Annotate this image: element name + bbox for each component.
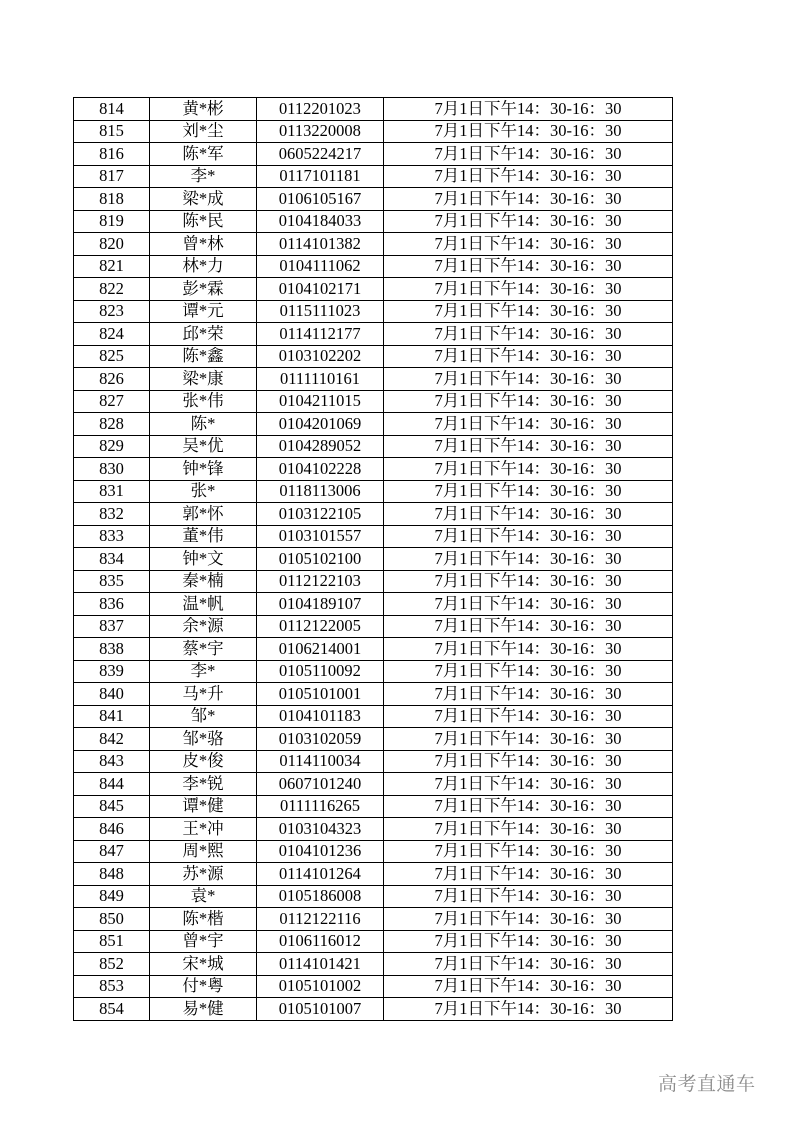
table-row <box>74 908 673 931</box>
exam-id-cell: 0114101264 <box>257 863 384 886</box>
row-number-cell: 852 <box>74 953 150 976</box>
exam-id-cell: 0112122005 <box>257 615 384 638</box>
name-cell: 李*锐 <box>150 773 257 796</box>
table-row <box>74 840 673 863</box>
name-cell: 董*伟 <box>150 525 257 548</box>
name-cell: 吴*优 <box>150 435 257 458</box>
row-number-cell: 817 <box>74 165 150 188</box>
name-cell: 袁* <box>150 885 257 908</box>
row-number-cell: 820 <box>74 233 150 256</box>
exam-time-cell: 7月1日下午14：30-16：30 <box>384 570 673 593</box>
row-number-cell: 845 <box>74 795 150 818</box>
name-cell: 梁*康 <box>150 368 257 391</box>
exam-time-cell: 7月1日下午14：30-16：30 <box>384 503 673 526</box>
table-row <box>74 998 673 1021</box>
row-number-cell: 830 <box>74 458 150 481</box>
name-cell: 周*熙 <box>150 840 257 863</box>
exam-time-cell: 7月1日下午14：30-16：30 <box>384 728 673 751</box>
name-cell: 陈* <box>150 413 257 436</box>
name-cell: 郭*怀 <box>150 503 257 526</box>
row-number-cell: 849 <box>74 885 150 908</box>
exam-id-cell: 0111116265 <box>257 795 384 818</box>
exam-time-cell: 7月1日下午14：30-16：30 <box>384 863 673 886</box>
name-cell: 付*粤 <box>150 975 257 998</box>
exam-id-cell: 0106105167 <box>257 188 384 211</box>
table-row <box>74 503 673 526</box>
table-row <box>74 368 673 391</box>
row-number-cell: 833 <box>74 525 150 548</box>
row-number-cell: 819 <box>74 210 150 233</box>
row-number-cell: 848 <box>74 863 150 886</box>
table-row <box>74 458 673 481</box>
name-cell: 宋*城 <box>150 953 257 976</box>
row-number-cell: 814 <box>74 98 150 121</box>
row-number-cell: 826 <box>74 368 150 391</box>
row-number-cell: 829 <box>74 435 150 458</box>
table-row <box>74 683 673 706</box>
row-number-cell: 827 <box>74 390 150 413</box>
row-number-cell: 836 <box>74 593 150 616</box>
row-number-cell: 825 <box>74 345 150 368</box>
exam-time-cell: 7月1日下午14：30-16：30 <box>384 188 673 211</box>
name-cell: 陈*民 <box>150 210 257 233</box>
table-row <box>74 188 673 211</box>
exam-time-cell: 7月1日下午14：30-16：30 <box>384 143 673 166</box>
exam-time-cell: 7月1日下午14：30-16：30 <box>384 908 673 931</box>
exam-id-cell: 0117101181 <box>257 165 384 188</box>
exam-time-cell: 7月1日下午14：30-16：30 <box>384 750 673 773</box>
table-row <box>74 638 673 661</box>
table-row <box>74 570 673 593</box>
exam-id-cell: 0106214001 <box>257 638 384 661</box>
table-row <box>74 323 673 346</box>
table-row <box>74 233 673 256</box>
exam-id-cell: 0118113006 <box>257 480 384 503</box>
row-number-cell: 815 <box>74 120 150 143</box>
exam-id-cell: 0106116012 <box>257 930 384 953</box>
name-cell: 钟*文 <box>150 548 257 571</box>
exam-id-cell: 0103122105 <box>257 503 384 526</box>
exam-time-cell: 7月1日下午14：30-16：30 <box>384 548 673 571</box>
exam-id-cell: 0103101557 <box>257 525 384 548</box>
name-cell: 钟*锋 <box>150 458 257 481</box>
table-row <box>74 390 673 413</box>
exam-id-cell: 0112122103 <box>257 570 384 593</box>
table-row <box>74 165 673 188</box>
table-row <box>74 885 673 908</box>
table-row <box>74 795 673 818</box>
name-cell: 林*力 <box>150 255 257 278</box>
exam-id-cell: 0114110034 <box>257 750 384 773</box>
table-row <box>74 750 673 773</box>
table-row <box>74 863 673 886</box>
schedule-table <box>73 97 673 1021</box>
row-number-cell: 837 <box>74 615 150 638</box>
row-number-cell: 843 <box>74 750 150 773</box>
table-row <box>74 773 673 796</box>
table-row <box>74 548 673 571</box>
row-number-cell: 838 <box>74 638 150 661</box>
table-row <box>74 120 673 143</box>
exam-id-cell: 0105101002 <box>257 975 384 998</box>
exam-id-cell: 0104102228 <box>257 458 384 481</box>
exam-id-cell: 0103104323 <box>257 818 384 841</box>
exam-id-cell: 0104211015 <box>257 390 384 413</box>
row-number-cell: 850 <box>74 908 150 931</box>
exam-time-cell: 7月1日下午14：30-16：30 <box>384 323 673 346</box>
row-number-cell: 854 <box>74 998 150 1021</box>
exam-time-cell: 7月1日下午14：30-16：30 <box>384 615 673 638</box>
exam-id-cell: 0105101007 <box>257 998 384 1021</box>
table-row <box>74 300 673 323</box>
exam-time-cell: 7月1日下午14：30-16：30 <box>384 773 673 796</box>
exam-time-cell: 7月1日下午14：30-16：30 <box>384 300 673 323</box>
exam-time-cell: 7月1日下午14：30-16：30 <box>384 683 673 706</box>
row-number-cell: 853 <box>74 975 150 998</box>
exam-time-cell: 7月1日下午14：30-16：30 <box>384 458 673 481</box>
exam-id-cell: 0104189107 <box>257 593 384 616</box>
exam-time-cell: 7月1日下午14：30-16：30 <box>384 435 673 458</box>
table-row <box>74 705 673 728</box>
watermark-text: 高考直通车 <box>658 1073 756 1095</box>
name-cell: 谭*元 <box>150 300 257 323</box>
row-number-cell: 816 <box>74 143 150 166</box>
row-number-cell: 839 <box>74 660 150 683</box>
table-row <box>74 818 673 841</box>
exam-time-cell: 7月1日下午14：30-16：30 <box>384 885 673 908</box>
table-row <box>74 435 673 458</box>
table-row <box>74 278 673 301</box>
exam-id-cell: 0105102100 <box>257 548 384 571</box>
exam-time-cell: 7月1日下午14：30-16：30 <box>384 998 673 1021</box>
table-row <box>74 593 673 616</box>
exam-id-cell: 0114101421 <box>257 953 384 976</box>
table-row <box>74 210 673 233</box>
exam-id-cell: 0104102171 <box>257 278 384 301</box>
exam-id-cell: 0105110092 <box>257 660 384 683</box>
table-row <box>74 98 673 121</box>
name-cell: 张* <box>150 480 257 503</box>
exam-time-cell: 7月1日下午14：30-16：30 <box>384 413 673 436</box>
exam-time-cell: 7月1日下午14：30-16：30 <box>384 660 673 683</box>
row-number-cell: 824 <box>74 323 150 346</box>
name-cell: 苏*源 <box>150 863 257 886</box>
row-number-cell: 840 <box>74 683 150 706</box>
row-number-cell: 823 <box>74 300 150 323</box>
name-cell: 蔡*宇 <box>150 638 257 661</box>
name-cell: 彭*霖 <box>150 278 257 301</box>
exam-time-cell: 7月1日下午14：30-16：30 <box>384 165 673 188</box>
name-cell: 余*源 <box>150 615 257 638</box>
exam-id-cell: 0112122116 <box>257 908 384 931</box>
row-number-cell: 847 <box>74 840 150 863</box>
table-row <box>74 480 673 503</box>
name-cell: 曾*宇 <box>150 930 257 953</box>
table-body <box>74 98 673 1021</box>
exam-id-cell: 0113220008 <box>257 120 384 143</box>
exam-time-cell: 7月1日下午14：30-16：30 <box>384 930 673 953</box>
name-cell: 刘*尘 <box>150 120 257 143</box>
table-row <box>74 615 673 638</box>
name-cell: 陈*军 <box>150 143 257 166</box>
exam-id-cell: 0104101236 <box>257 840 384 863</box>
name-cell: 李* <box>150 165 257 188</box>
row-number-cell: 832 <box>74 503 150 526</box>
name-cell: 邹* <box>150 705 257 728</box>
table-row <box>74 953 673 976</box>
exam-id-cell: 0104184033 <box>257 210 384 233</box>
exam-time-cell: 7月1日下午14：30-16：30 <box>384 705 673 728</box>
exam-time-cell: 7月1日下午14：30-16：30 <box>384 795 673 818</box>
exam-time-cell: 7月1日下午14：30-16：30 <box>384 120 673 143</box>
exam-time-cell: 7月1日下午14：30-16：30 <box>384 390 673 413</box>
exam-id-cell: 0114112177 <box>257 323 384 346</box>
exam-time-cell: 7月1日下午14：30-16：30 <box>384 593 673 616</box>
table-row <box>74 255 673 278</box>
table-row <box>74 345 673 368</box>
name-cell: 陈*楷 <box>150 908 257 931</box>
name-cell: 秦*楠 <box>150 570 257 593</box>
name-cell: 谭*健 <box>150 795 257 818</box>
row-number-cell: 831 <box>74 480 150 503</box>
exam-time-cell: 7月1日下午14：30-16：30 <box>384 233 673 256</box>
name-cell: 邹*骆 <box>150 728 257 751</box>
row-number-cell: 828 <box>74 413 150 436</box>
name-cell: 马*升 <box>150 683 257 706</box>
exam-time-cell: 7月1日下午14：30-16：30 <box>384 345 673 368</box>
table-row <box>74 930 673 953</box>
name-cell: 王*冲 <box>150 818 257 841</box>
exam-time-cell: 7月1日下午14：30-16：30 <box>384 953 673 976</box>
exam-id-cell: 0104111062 <box>257 255 384 278</box>
exam-time-cell: 7月1日下午14：30-16：30 <box>384 525 673 548</box>
exam-id-cell: 0103102059 <box>257 728 384 751</box>
exam-time-cell: 7月1日下午14：30-16：30 <box>384 98 673 121</box>
exam-id-cell: 0112201023 <box>257 98 384 121</box>
exam-id-cell: 0105186008 <box>257 885 384 908</box>
exam-id-cell: 0605224217 <box>257 143 384 166</box>
name-cell: 陈*鑫 <box>150 345 257 368</box>
exam-time-cell: 7月1日下午14：30-16：30 <box>384 210 673 233</box>
exam-id-cell: 0104201069 <box>257 413 384 436</box>
exam-id-cell: 0607101240 <box>257 773 384 796</box>
name-cell: 黄*彬 <box>150 98 257 121</box>
exam-time-cell: 7月1日下午14：30-16：30 <box>384 638 673 661</box>
row-number-cell: 821 <box>74 255 150 278</box>
row-number-cell: 844 <box>74 773 150 796</box>
name-cell: 曾*林 <box>150 233 257 256</box>
exam-id-cell: 0105101001 <box>257 683 384 706</box>
table-row <box>74 975 673 998</box>
exam-id-cell: 0114101382 <box>257 233 384 256</box>
row-number-cell: 818 <box>74 188 150 211</box>
table-row <box>74 660 673 683</box>
exam-time-cell: 7月1日下午14：30-16：30 <box>384 368 673 391</box>
exam-id-cell: 0111110161 <box>257 368 384 391</box>
exam-id-cell: 0104101183 <box>257 705 384 728</box>
table-row <box>74 728 673 751</box>
exam-id-cell: 0115111023 <box>257 300 384 323</box>
name-cell: 张*伟 <box>150 390 257 413</box>
exam-time-cell: 7月1日下午14：30-16：30 <box>384 840 673 863</box>
row-number-cell: 841 <box>74 705 150 728</box>
exam-time-cell: 7月1日下午14：30-16：30 <box>384 818 673 841</box>
table-row <box>74 413 673 436</box>
exam-time-cell: 7月1日下午14：30-16：30 <box>384 975 673 998</box>
exam-time-cell: 7月1日下午14：30-16：30 <box>384 480 673 503</box>
exam-time-cell: 7月1日下午14：30-16：30 <box>384 278 673 301</box>
name-cell: 李* <box>150 660 257 683</box>
name-cell: 温*帆 <box>150 593 257 616</box>
exam-id-cell: 0104289052 <box>257 435 384 458</box>
row-number-cell: 842 <box>74 728 150 751</box>
row-number-cell: 835 <box>74 570 150 593</box>
table-row <box>74 143 673 166</box>
row-number-cell: 851 <box>74 930 150 953</box>
table-row <box>74 525 673 548</box>
row-number-cell: 822 <box>74 278 150 301</box>
exam-id-cell: 0103102202 <box>257 345 384 368</box>
name-cell: 邱*荣 <box>150 323 257 346</box>
name-cell: 易*健 <box>150 998 257 1021</box>
row-number-cell: 834 <box>74 548 150 571</box>
name-cell: 皮*俊 <box>150 750 257 773</box>
exam-time-cell: 7月1日下午14：30-16：30 <box>384 255 673 278</box>
row-number-cell: 846 <box>74 818 150 841</box>
name-cell: 梁*成 <box>150 188 257 211</box>
